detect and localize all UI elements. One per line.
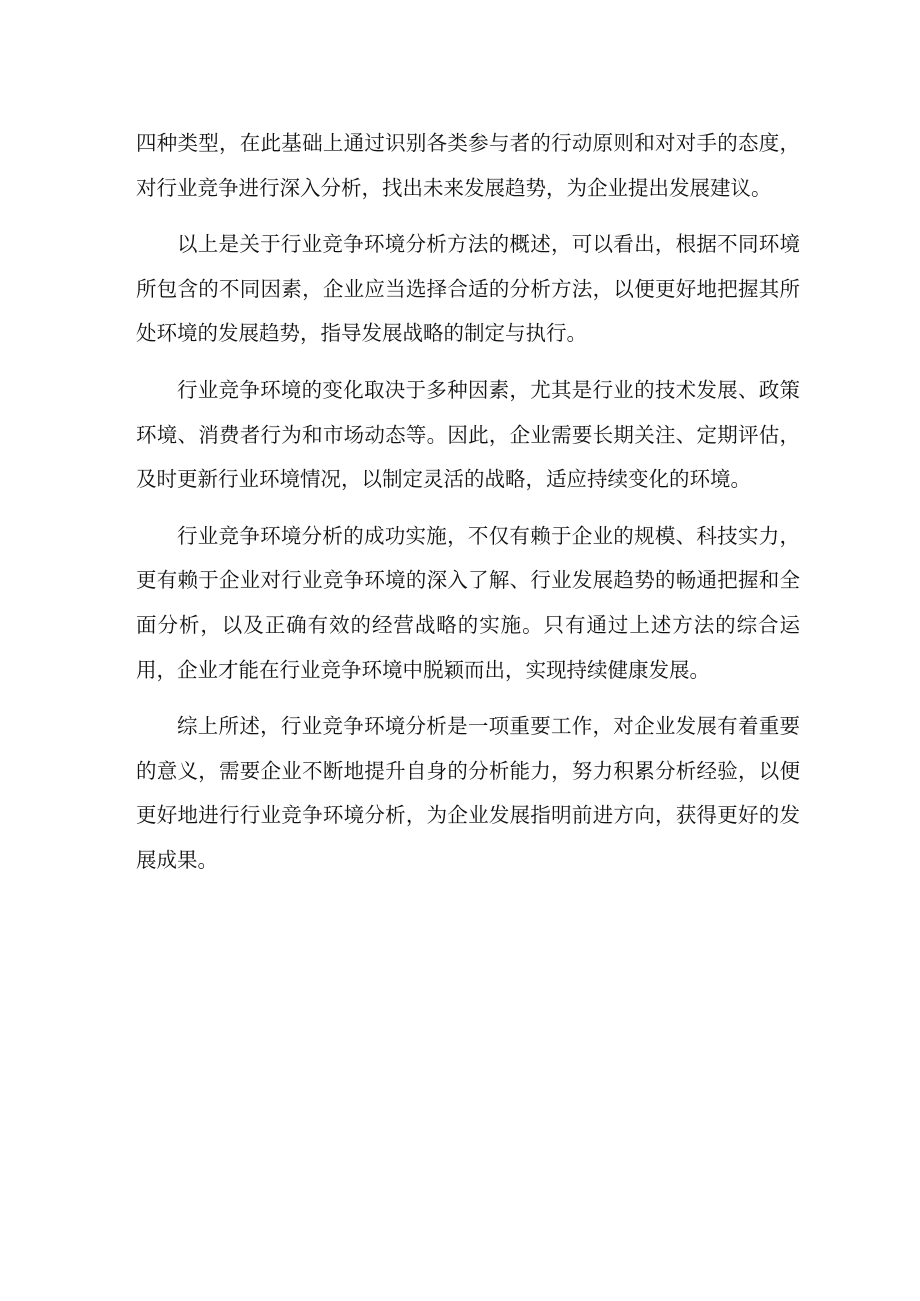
- paragraph-5: 综上所述，行业竞争环境分析是一项重要工作，对企业发展有着重要的意义，需要企业不断地提升自身的分析能力，努力积累分析经验，以便更好地进行行业竞争环境分析，为企业发展指明前进方向，获得更好的发展成果。: [136, 714, 800, 872]
- paragraph-1: 四种类型，在此基础上通过识别各类参与者的行动原则和对对手的态度，对行业竞争进行深入分析，找出未来发展趋势，为企业提出发展建议。: [136, 131, 800, 200]
- paragraph-3: 行业竞争环境的变化取决于多种因素，尤其是行业的技术发展、政策环境、消费者行为和市场动态等。因此，企业需要长期关注、定期评估，及时更新行业环境情况，以制定灵活的战略，适应持续变化的环境。: [136, 377, 800, 492]
- document-body: [136, 121, 800, 895]
- paragraph-4: 行业竞争环境分析的成功实施，不仅有赖于企业的规模、科技实力，更有赖于企业对行业竞争环境的深入了解、行业发展趋势的畅通把握和全面分析，以及正确有效的经营战略的实施。只有通过上述方法的综合运用，企业才能在行业竞争环境中脱颖而出，实现持续健康发展。: [136, 523, 800, 682]
- paragraph-2: 以上是关于行业竞争环境分析方法的概述，可以看出，根据不同环境所包含的不同因素，企业应当选择合适的分析方法，以便更好地把握其所处环境的发展趋势，指导发展战略的制定与执行。: [136, 232, 800, 346]
